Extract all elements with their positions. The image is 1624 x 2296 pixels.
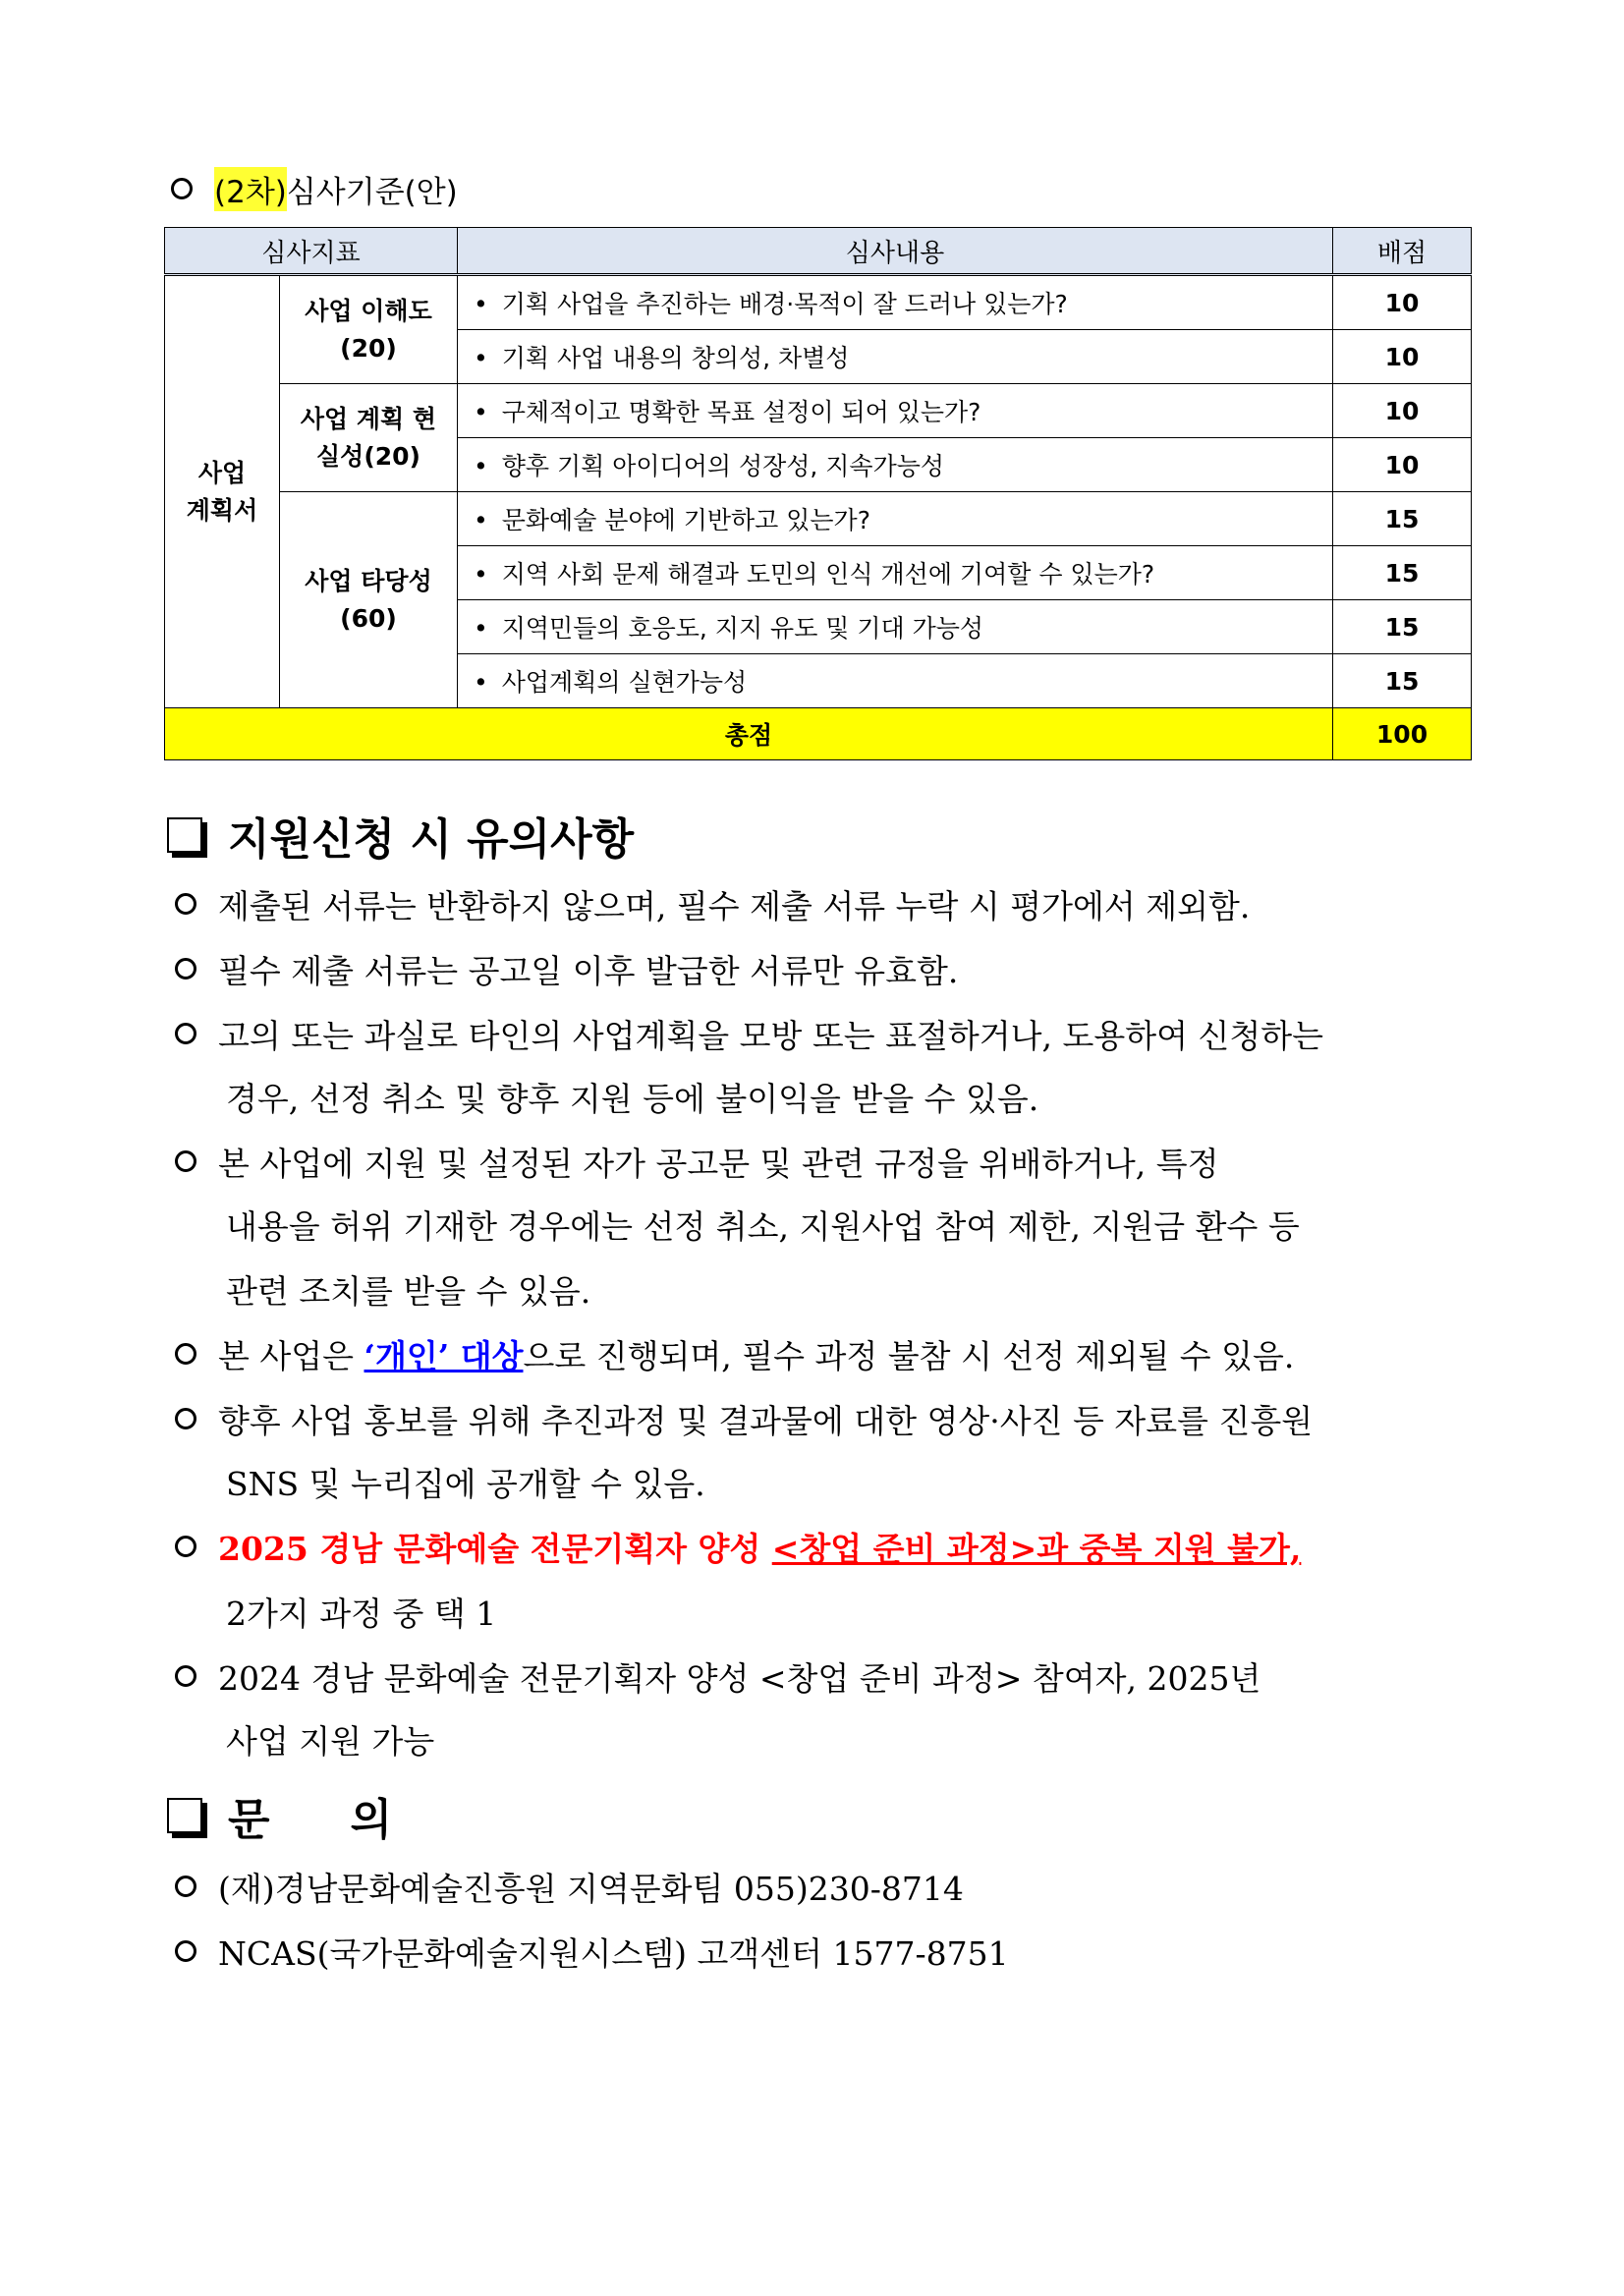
bullet-icon: • — [474, 398, 488, 426]
notice-line-cont: SNS 및 누리집에 공개할 수 있음. — [226, 1464, 705, 1503]
contact-heading: 문 의 — [167, 1784, 392, 1847]
bullet-icon: • — [474, 344, 488, 372]
notice-line: 필수 제출 서류는 공고일 이후 발급한 서류만 유효함. — [175, 937, 958, 1000]
circle-bullet-icon — [171, 178, 193, 199]
circle-bullet-icon — [175, 893, 196, 915]
notice-line: 향후 사업 홍보를 위해 추진과정 및 결과물에 대한 영상·사진 등 자료를 진흥원 — [175, 1387, 1313, 1450]
criteria-table — [164, 227, 1472, 760]
notice-line: 2024 경남 문화예술 전문기획자 양성 <창업 준비 과정> 참여자, 2025년 — [175, 1645, 1260, 1708]
score-cell: 15 — [1333, 654, 1472, 708]
category-label: 사업 계획서 — [186, 458, 258, 525]
criteria-item: • 사업계획의 실현가능성 — [458, 654, 1333, 708]
score-cell: 10 — [1333, 275, 1472, 330]
table-row — [165, 275, 1472, 330]
notice-line-cont: 사업 지원 가능 — [226, 1721, 435, 1761]
bullet-icon: • — [474, 506, 488, 534]
circle-bullet-icon — [175, 1023, 196, 1044]
contact-line: (재)경남문화예술진흥원 지역문화팀 055)230-8714 — [175, 1855, 964, 1918]
checkbox-square-icon — [167, 1798, 202, 1833]
score-cell: 15 — [1333, 600, 1472, 654]
header-content: 심사내용 — [458, 228, 1333, 275]
criteria-title-text: 심사기준(안) — [286, 174, 458, 210]
bullet-icon: • — [474, 452, 488, 480]
score-cell: 10 — [1333, 330, 1472, 384]
notice-line-cont: 2가지 과정 중 택 1 — [226, 1594, 497, 1633]
notice-heading: 지원신청 시 유의사항 — [167, 804, 634, 867]
group-label: 사업 이해도(20) — [280, 275, 458, 384]
circle-bullet-icon — [175, 1876, 196, 1897]
bullet-icon: • — [474, 668, 488, 697]
header-score: 배점 — [1333, 228, 1472, 275]
contact-line: NCAS(국가문화예술지원시스템) 고객센터 1577-8751 — [175, 1920, 1009, 1983]
individual-target-link[interactable]: ‘개인’ 대상 — [364, 1336, 524, 1375]
criteria-item: • 지역민들의 호응도, 지지 유도 및 기대 가능성 — [458, 600, 1333, 654]
table-row — [165, 384, 1472, 438]
score-cell: 10 — [1333, 438, 1472, 492]
score-cell: 15 — [1333, 492, 1472, 546]
notice-line: 본 사업에 지원 및 설정된 자가 공고문 및 관련 규정을 위배하거나, 특정 — [175, 1130, 1218, 1193]
circle-bullet-icon — [175, 1408, 196, 1429]
circle-bullet-icon — [175, 1150, 196, 1172]
bullet-icon: • — [474, 614, 488, 643]
score-cell: 10 — [1333, 384, 1472, 438]
table-row — [165, 492, 1472, 546]
criteria-title — [171, 165, 458, 212]
circle-bullet-icon — [175, 1665, 196, 1687]
circle-bullet-icon — [175, 958, 196, 980]
criteria-item: • 기획 사업 내용의 창의성, 차별성 — [458, 330, 1333, 384]
notice-line: 고의 또는 과실로 타인의 사업계획을 모방 또는 표절하거나, 도용하여 신청하는 — [175, 1002, 1323, 1065]
criteria-item: • 지역 사회 문제 해결과 도민의 인식 개선에 기여할 수 있는가? — [458, 546, 1333, 600]
checkbox-square-icon — [167, 817, 202, 853]
notice-line-cont: 관련 조치를 받을 수 있음. — [226, 1271, 591, 1311]
notice-line-warning: 2025 경남 문화예술 전문기획자 양성 <창업 준비 과정>과 중복 지원 불가, — [175, 1515, 1301, 1578]
group-label: 사업 타당성(60) — [280, 492, 458, 708]
circle-bullet-icon — [175, 1536, 196, 1557]
criteria-title-highlight: (2차) — [214, 167, 287, 211]
category-cell — [165, 275, 280, 708]
notice-line: 제출된 서류는 반환하지 않으며, 필수 제출 서류 누락 시 평가에서 제외함. — [175, 872, 1250, 935]
notice-line-cont: 경우, 선정 취소 및 향후 지원 등에 불이익을 받을 수 있음. — [226, 1079, 1039, 1118]
circle-bullet-icon — [175, 1343, 196, 1365]
criteria-item: • 문화예술 분야에 기반하고 있는가? — [458, 492, 1333, 546]
duplicate-warning: <창업 준비 과정>과 중복 지원 불가, — [771, 1529, 1302, 1568]
table-header-row — [165, 228, 1472, 275]
header-indicator: 심사지표 — [165, 228, 458, 275]
criteria-item: • 구체적이고 명확한 목표 설정이 되어 있는가? — [458, 384, 1333, 438]
bullet-icon: • — [474, 290, 488, 318]
total-score: 100 — [1333, 708, 1472, 760]
total-label: 총점 — [165, 708, 1333, 760]
bullet-icon: • — [474, 560, 488, 588]
group-label: 사업 계획 현실성(20) — [280, 384, 458, 492]
notice-line: 본 사업은 ‘개인’ 대상 으로 진행되며, 필수 과정 불참 시 선정 제외될 수 있음. — [175, 1322, 1294, 1385]
criteria-item: • 향후 기획 아이디어의 성장성, 지속가능성 — [458, 438, 1333, 492]
score-cell: 15 — [1333, 546, 1472, 600]
circle-bullet-icon — [175, 1940, 196, 1962]
criteria-item: • 기획 사업을 추진하는 배경·목적이 잘 드러나 있는가? — [458, 275, 1333, 330]
notice-line-cont: 내용을 허위 기재한 경우에는 선정 취소, 지원사업 참여 제한, 지원금 환수 등 — [226, 1206, 1300, 1246]
total-row — [165, 708, 1472, 760]
